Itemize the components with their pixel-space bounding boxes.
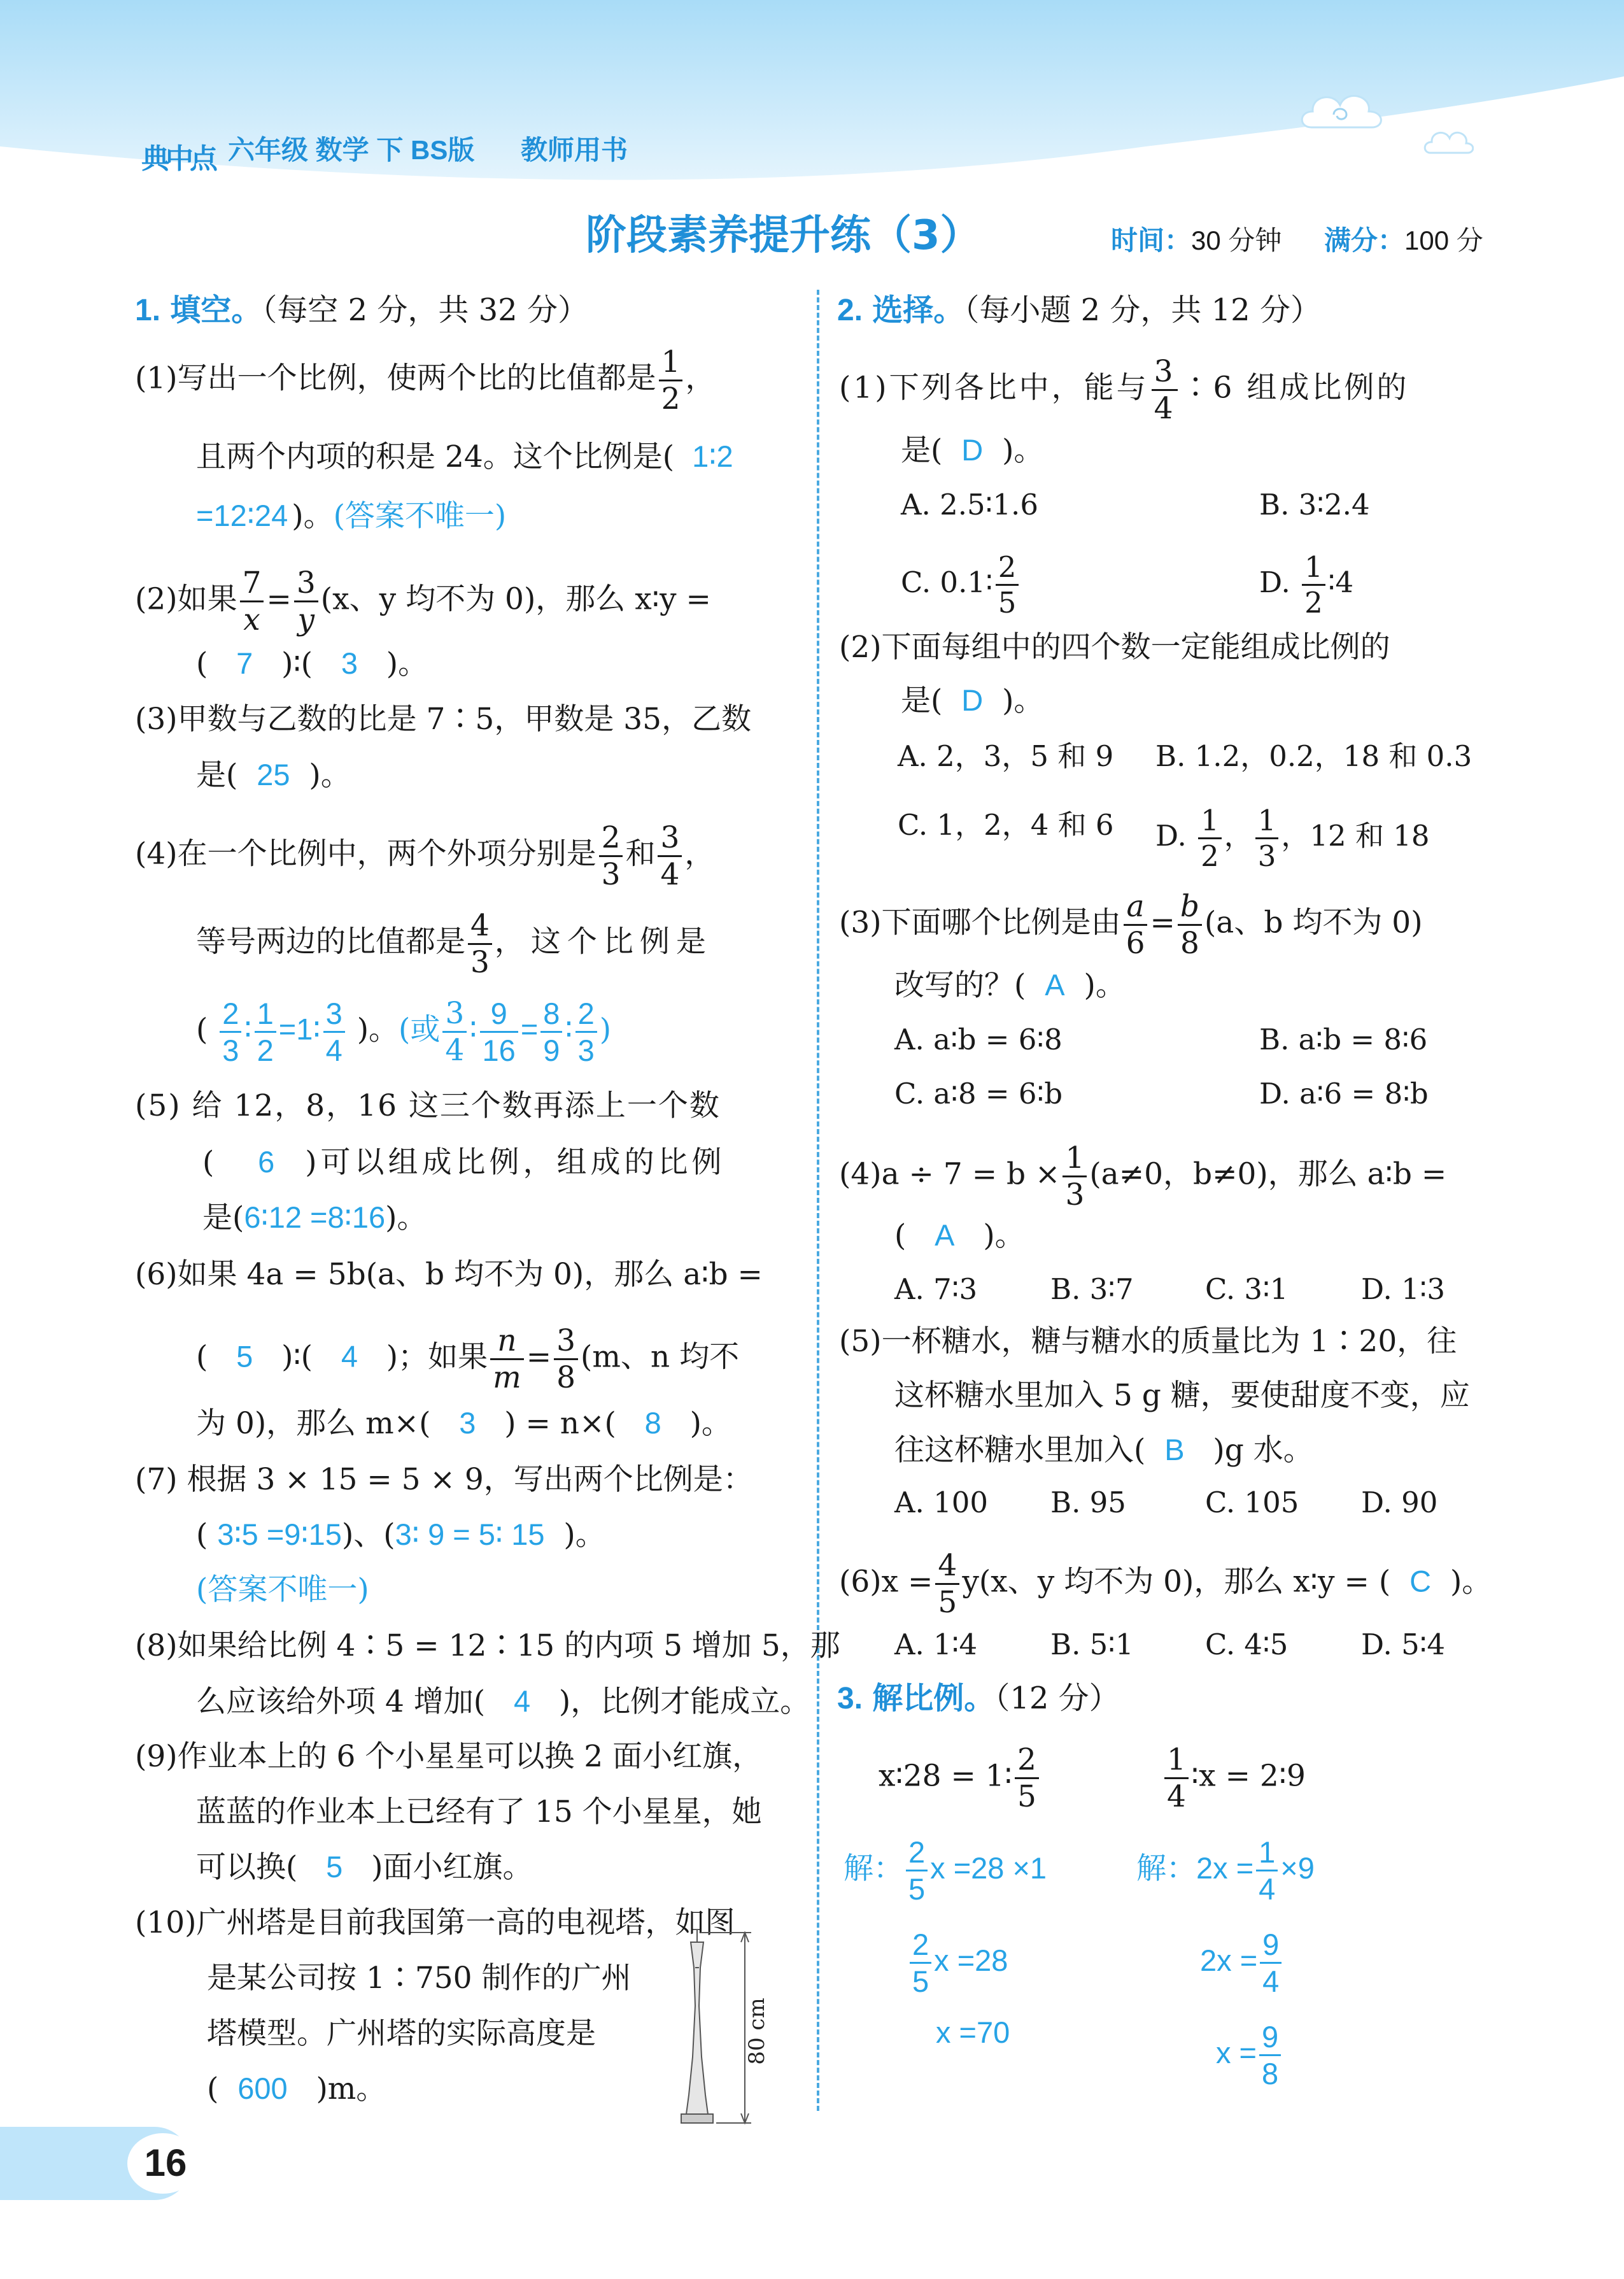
s2-q4-option-a: A. 7∶3 [894,1272,978,1306]
time-value: 30 分钟 [1191,225,1282,255]
answer-fraction: $\frac{3}{4}$ [442,998,467,1065]
fraction: $\frac{1}{4}$ [1164,1745,1189,1812]
fraction: $\frac{3}{4}$ [658,823,682,890]
s2-q5-option-d: D. 90 [1361,1486,1438,1519]
s2-q3-line2: 改写的？( A )。 [894,968,1126,1003]
fraction: $\frac{3}{4}$ [1152,357,1178,423]
s1-q10-line3: 塔模型。广州塔的实际高度是 [207,2016,596,2051]
s1-q6-line3: 为 0)，那么 m×( 3 ) = n×( 8 )。 [196,1406,731,1441]
score-value: 100 分 [1404,225,1483,255]
answer: D [961,433,984,467]
s2-q6-option-a: A. 1∶4 [894,1628,978,1661]
s2-q2-option-c: C. 1，2，4 和 6 [898,808,1114,842]
fraction: $\frac{3}{y}$ [294,568,318,635]
s2-q1-line1: (1)下列各比中，能与 $\frac{3}{4}$ ∶6 组成比例的 [839,354,1409,426]
answer: 5 [326,1850,343,1884]
answer-fraction: $\frac{9}{4}$ [1260,1929,1282,1996]
answer: 6 [258,1145,279,1179]
fraction: $\frac{a}{6}$ [1124,891,1148,958]
answer-fraction: $\frac{8}{9}$ [540,998,562,1065]
fraction: $\frac{1}{3}$ [1063,1143,1087,1210]
section1-note: （每空 2 分，共 32 分） [262,292,588,328]
fraction: $\frac{1}{2}$ [1198,806,1222,870]
s3-solution2-line3: x = $\frac{9}{8}$ [1216,2022,1283,2089]
s1-q2-line1: (2)如果 $\frac{7}{x}$ = $\frac{3}{y}$ (x、y 均不为 0)，那么 x∶y = [135,565,711,637]
book-title: 六年级 数学 下 BS版 [228,135,475,165]
fraction: $\frac{b}{8}$ [1178,891,1202,958]
s2-q6-option-d: D. 5∶4 [1361,1628,1446,1661]
answer: C [1409,1564,1432,1598]
fraction: $\frac{2}{3}$ [599,823,623,890]
s2-q5-option-a: A. 100 [894,1486,988,1519]
fraction: $\frac{4}{5}$ [935,1551,959,1617]
fraction: $\frac{7}{x}$ [240,568,264,635]
answer-fraction: $\frac{3}{4}$ [323,998,345,1065]
fraction: $\frac{2}{5}$ [996,553,1019,617]
answer-fraction: $\frac{2}{3}$ [575,998,597,1065]
s2-q2-option-b: B. 1.2，0.2，18 和 0.3 [1155,739,1472,773]
tower-height-label: 80 cm [744,1998,770,2065]
s2-q4-option-b: B. 3∶7 [1050,1272,1134,1306]
answer-fraction: $\frac{9}{8}$ [1259,2022,1281,2089]
section2-number: 2. [837,294,863,327]
s2-q6-option-c: C. 4∶5 [1205,1628,1289,1661]
section3-number: 3. [837,1682,863,1715]
s2-q1-option-b: B. 3∶2.4 [1259,488,1370,522]
answer-fraction: $\frac{1}{2}$ [255,998,276,1065]
s2-q3-option-d: D. a∶6 = 8∶b [1259,1077,1429,1111]
answer: B [1164,1433,1185,1466]
s1-q10-line2: 是某公司按 1∶750 制作的广州 [207,1961,632,1996]
s1-q4-line3: ( $\frac{2}{3}$ ∶ $\frac{1}{2}$ =1∶ $\frac{3}{4}$ )。(或 $\frac{3}{4}$ ∶ $\frac{9}{16}$ = $\frac{8}{9}$ ∶ $\frac{2}{3}$ ) [196,996,612,1068]
answer: 3 [459,1406,476,1440]
answer-fraction: $\frac{1}{4}$ [1256,1837,1278,1904]
s3-solution1-line2: $\frac{2}{5}$ x =28 [907,1929,1008,1996]
answer: 8 [644,1406,661,1440]
s3-solution1-line1: 解： $\frac{2}{5}$ x =28 ×1 [844,1835,1047,1906]
s3-problem-1: x∶28 = 1∶ $\frac{2}{5}$ [879,1745,1041,1812]
answer-fraction: $\frac{2}{5}$ [906,1837,928,1904]
column-divider [817,290,819,2111]
answer: 600 [237,2071,288,2105]
s2-q1-option-c: C. 0.1∶ $\frac{2}{5}$ [901,553,1021,617]
s2-q3-line1: (3)下面哪个比例是由 $\frac{a}{6}$ = $\frac{b}{8}$ (a、b 均不为 0) [839,889,1423,961]
s3-solution2-line2: 2x = $\frac{9}{4}$ [1200,1929,1284,1996]
answer: A [935,1218,955,1252]
answer: 1∶2 [692,439,733,473]
s1-q3-line1: (3)甲数与乙数的比是 7∶5，甲数是 35，乙数 [135,702,752,737]
s1-q9-line1: (9)作业本上的 6 个小星星可以换 2 面小红旗， [135,1739,763,1774]
s1-q6-line1: (6)如果 4a = 5b(a、b 均不为 0)，那么 a∶b = [135,1257,763,1292]
s2-q6-line1: (6)x = $\frac{4}{5}$ y(x、y 均不为 0)，那么 x∶y = ( C )。 [839,1548,1492,1620]
s3-problem-2: $\frac{1}{4}$ ∶x = 2∶9 [1162,1745,1306,1812]
score-label: 满分 [1324,225,1378,255]
header-banner [0,0,1624,210]
cloud-small-icon [1423,124,1474,159]
logo [141,131,224,188]
s2-q3-option-b: B. a∶b = 8∶6 [1259,1023,1428,1056]
s2-q1-option-d: D. $\frac{1}{2}$ ∶4 [1259,550,1354,620]
s1-q1-line3: =12∶24 )。(答案不唯一) [196,499,507,534]
fraction: $\frac{4}{3}$ [468,911,492,977]
answer: 4 [513,1684,531,1718]
s2-q2-line2: 是( D )。 [901,683,1044,718]
tower-figure [656,1929,770,2133]
fraction: $\frac{n}{m}$ [490,1326,524,1393]
cloud-icon [1299,83,1388,140]
answer: 3 [341,646,358,680]
fraction: $\frac{1}{3}$ [1255,806,1279,870]
section2-title: 选择。 [872,294,964,327]
score-info: 满分：100 分 [1324,225,1483,255]
s1-q3-line2: 是( 25 )。 [196,758,351,793]
s1-q10-line1: (10)广州塔是目前我国第一高的电视塔，如图 [135,1905,735,1940]
answer: D [961,683,984,717]
answer: 4 [341,1339,358,1374]
s1-q4-line2: 等号两边的比值都是 $\frac{4}{3}$ ，这个比例是 [196,908,712,980]
s1-q8-line1: (8)如果给比例 4∶5 = 12∶15 的内项 5 增加 5，那 [135,1628,840,1663]
s1-q7-line2: ( 3∶5 =9∶15)、(3∶ 9 = 5∶ 15 )。 [196,1517,605,1552]
answer-fraction: $\frac{9}{16}$ [480,998,518,1065]
s2-q4-line2: ( A )。 [894,1218,1025,1253]
section1-number: 1. [135,294,161,327]
s2-q3-option-c: C. a∶8 = 6∶b [894,1077,1063,1111]
s1-q5-line2: ( 6 )可以组成比例，组成的比例 [202,1145,726,1180]
s1-q6-line2: ( 5 )∶( 4 )；如果 $\frac{n}{m}$ = $\frac{3}{8}$ (m、n 均不 [196,1323,740,1395]
s2-q2-line1: (2)下面每组中的四个数一定能组成比例的 [839,630,1390,665]
s2-q5-line1: (5)一杯糖水，糖与糖水的质量比为 1∶20，往 [839,1324,1457,1359]
section3-note: （12 分） [994,1680,1120,1716]
s1-q5-line1: (5) 给 12，8，16 这三个数再添上一个数 [135,1088,721,1123]
s1-q9-line2: 蓝蓝的作业本上已经有了 15 个小星星，她 [196,1794,762,1829]
answer: 25 [257,758,290,792]
s1-q7-line1: (7) 根据 3 × 15 = 5 × 9，写出两个比例是： [135,1462,753,1497]
section1-heading [135,290,588,331]
answer-note: (答案不唯一) [196,1572,369,1607]
s1-q1-line2: 且两个内项的积是 24。这个比例是( 1∶2 [196,439,733,474]
answer: 3∶ 9 = 5∶ 15 [395,1517,545,1551]
time-label: 时间 [1111,225,1165,255]
answer: 7 [236,646,253,680]
section3-heading [837,1678,1120,1719]
s2-q6-option-b: B. 5∶1 [1050,1628,1134,1661]
s3-solution1-line3: x =70 [936,2015,1010,2049]
answer-note: (答案不唯一) [333,499,507,534]
fraction: $\frac{1}{2}$ [1302,553,1325,617]
page-title: 阶段素养提升练（3） [586,212,981,259]
s1-q8-line2: 么应该给外项 4 增加( 4 )，比例才能成立。 [196,1684,810,1719]
answer: 6∶12 =8∶16 [244,1200,386,1234]
answer: =12∶24 [196,499,288,532]
fraction: $\frac{2}{5}$ [1015,1745,1039,1812]
logo-text: 典中点 [141,143,214,175]
s2-q2-option-d: D. $\frac{1}{2}$ ， $\frac{1}{3}$ ，12 和 18 [1155,804,1430,873]
answer: 3∶5 =9∶15 [217,1517,342,1551]
time-info: 时间：30 分钟 [1111,225,1282,255]
answer: 5 [236,1339,253,1374]
s1-q5-line3: 是(6∶12 =8∶16)。 [202,1200,427,1235]
book-role: 教师用书 [521,135,628,165]
s1-q2-line2: ( 7 )∶( 3 )。 [196,646,428,681]
s2-q4-line1: (4)a ÷ 7 = b × $\frac{1}{3}$ (a≠0，b≠0)，那么 a∶b = [839,1140,1447,1212]
answer-fraction: $\frac{2}{5}$ [910,1929,931,1996]
section2-note: （每小题 2 分，共 12 分） [964,292,1321,328]
s2-q2-option-a: A. 2，3，5 和 9 [898,739,1114,773]
s1-q9-line3: 可以换( 5 )面小红旗。 [196,1850,533,1885]
s2-q5-line3: 往这杯糖水里加入( B )g 水。 [894,1433,1313,1468]
s3-solution2-line1: 解：2x = $\frac{1}{4}$ ×9 [1136,1835,1315,1906]
s1-q10-line4: ( 600 )m。 [207,2071,386,2106]
s1-q4-line1: (4)在一个比例中，两个外项分别是 $\frac{2}{3}$ 和 $\frac{3}{4}$ ， [135,820,715,892]
s2-q3-option-a: A. a∶b = 6∶8 [894,1023,1063,1056]
s2-q4-option-c: C. 3∶1 [1205,1272,1289,1306]
section3-title: 解比例。 [872,1682,995,1715]
fraction: $\frac{3}{8}$ [554,1326,578,1393]
section2-heading [837,290,1321,331]
answer: A [1045,968,1065,1002]
s2-q1-line2: 是( D )。 [901,433,1044,468]
s2-q4-option-d: D. 1∶3 [1361,1272,1446,1306]
page-number: 16 [144,2141,187,2184]
section1-title: 填空。 [170,294,262,327]
s2-q5-option-b: B. 95 [1050,1486,1126,1519]
fraction: $\frac{1}{2}$ [659,347,683,414]
s2-q5-option-c: C. 105 [1205,1486,1299,1519]
answer-fraction: $\frac{2}{3}$ [220,998,241,1065]
s2-q1-option-a: A. 2.5∶1.6 [901,488,1038,522]
s2-q5-line2: 这杯糖水里加入 5 g 糖，要使甜度不变，应 [894,1378,1470,1413]
s1-q1-line1: (1)写出一个比例，使两个比的比值都是 $\frac{1}{2}$ ， [135,344,716,416]
